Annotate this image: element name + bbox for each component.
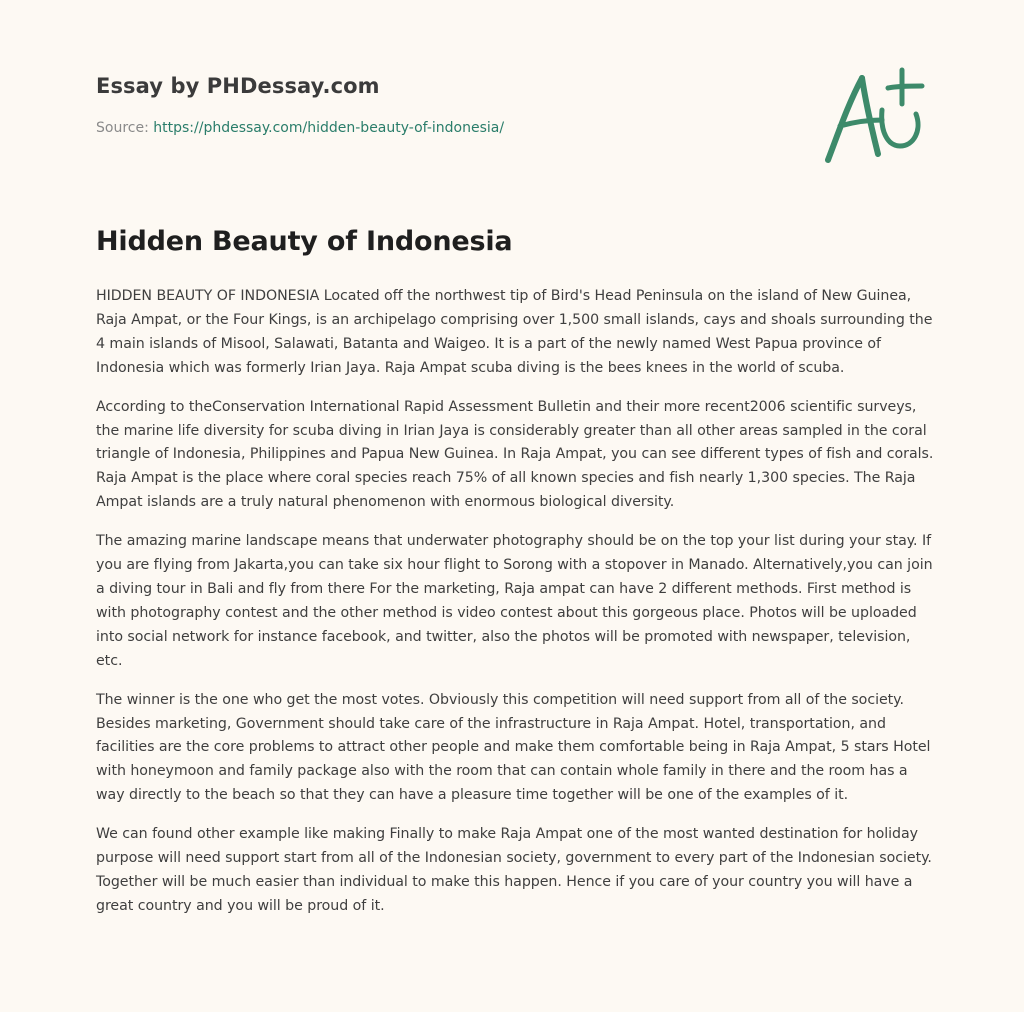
page-header	[96, 74, 796, 136]
article-title: Hidden Beauty of Indonesia	[96, 226, 513, 257]
paragraph: HIDDEN BEAUTY OF INDONESIA Located off the northwest tip of Bird's Head Peninsula on the island of New Guinea, Raja Ampat, or the Four Kings, is an archipelago comprising over 1,500 small islands, cays and shoals surrounding the 4 main islands of Misool, Salawati, Batanta and Waigeo. It is a part of the newly named West Papua province of Indonesia which was formerly Irian Jaya. Raja Ampat scuba diving is the bees knees in the world of scuba.	[96, 288, 933, 376]
paragraph: We can found other example like making Finally to make Raja Ampat one of the most wanted destination for holiday purpose will need support start from all of the Indonesian society, government to every part of the Indonesian society. Together will be much easier than individual to make this happen. Hence if you care of your country you will have a great country and you will be proud of it.	[96, 826, 932, 914]
a-plus-logo-icon	[818, 64, 930, 168]
source-link[interactable]: https://phdessay.com/hidden-beauty-of-indonesia/	[153, 120, 505, 136]
paragraph: The amazing marine landscape means that underwater photography should be on the top your list during your stay. If you are flying from Jakarta,you can take six hour flight to Sorong with a stopover in Manado. Alternatively,you can join a diving tour in Bali and fly from there For the marketing, Raja ampat can have 2 different methods. First method is with photography contest and the other method is video contest about this gorgeous place. Photos will be uploaded into social network for instance facebook, and twitter, also the photos will be promoted with newspaper, television, etc.	[96, 533, 933, 669]
source-line	[96, 120, 796, 136]
site-brand: Essay by PHDessay.com	[96, 74, 380, 98]
paragraph: The winner is the one who get the most votes. Obviously this competition will need support from all of the society. Besides marketing, Government should take care of the infrastructure in Raja Ampat. Hotel, transportation, and facilities are the core problems to attract other people and make them comfortable being in Raja Ampat, 5 stars Hotel with honeymoon and family package also with the room that can contain whole family in there and the room has a way directly to the beach so that they can have a pleasure time together will be one of the examples of it.	[96, 691, 931, 804]
article-body	[96, 285, 934, 934]
source-label: Source:	[96, 120, 149, 136]
paragraph: According to theConservation International Rapid Assessment Bulletin and their more recent2006 scientific surveys, the marine life diversity for scuba diving in Irian Jaya is considerably greater than all other areas sampled in the coral triangle of Indonesia, Philippines and Papua New Guinea. In Raja Ampat, you can see different types of fish and corals. Raja Ampat is the place where coral species reach 75% of all known species and fish nearly 1,300 species. The Raja Ampat islands are a truly natural phenomenon with enormous biological diversity.	[96, 398, 934, 511]
